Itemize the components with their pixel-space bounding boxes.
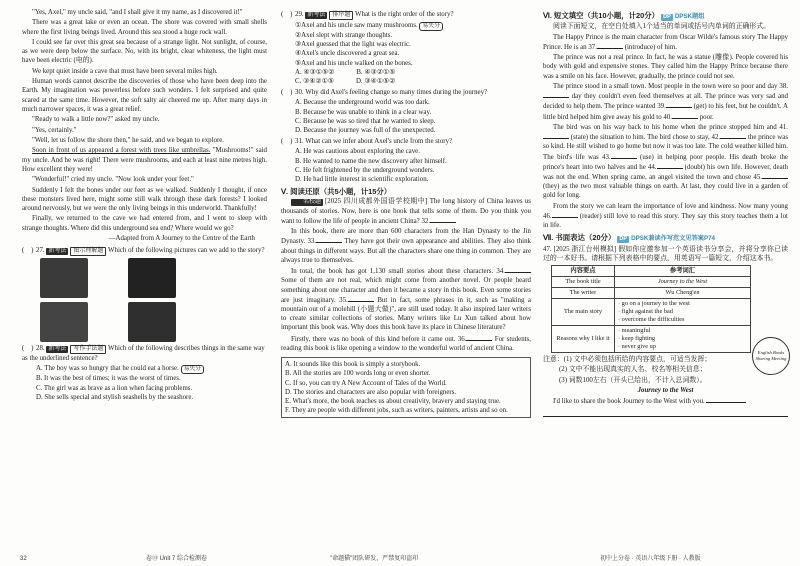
question-31 [281,137,531,146]
stamp-text: English Books Sharing Meeting [755,350,787,362]
table-cell: The main story [552,299,615,326]
option[interactable]: B. He wanted to name the new discovery after himself. [295,157,447,165]
option[interactable]: D. Because the journey was full of the unexpected. [295,127,436,135]
answer-bracket[interactable]: ( ) [22,345,34,353]
paragraph-text: The prince stood in a small town. Most people in the town were so poor and day 38. [553,82,788,90]
question-text: Which of the following pictures can we add to the story? [108,247,265,255]
writing-line[interactable] [706,396,746,403]
blank-number: 32. [421,217,431,225]
answer-blank[interactable] [666,101,692,108]
picture-option-d[interactable] [128,302,176,342]
option[interactable]: D. The stories and characters are also popular with foreigners. [285,388,457,396]
answer-blank[interactable] [672,112,698,119]
table-cell: The writer [552,288,615,299]
answer-blank[interactable] [552,211,578,218]
list-item [295,21,531,31]
paragraph-text: "Mushrooms!" said my uncle. And he was right! There were mushrooms, and each at least nine metres high. How excellent they were! [22,147,267,173]
picture-option-c[interactable] [40,302,88,342]
paragraph: "Yes, certainly." [32,126,77,134]
table-cell [615,299,751,326]
instruction: 阅读下面短文，在空白处填入1个适当的单词或括号内单词的正确形式。 [553,23,771,31]
question-number: 29. [295,11,304,18]
paragraph-text: (reader) still love to read this story. They say this story teaches them a lot in life. [543,213,788,230]
paragraph [281,227,531,265]
option[interactable]: C. If so, you can try A New Account of Tales of the World. [285,379,447,387]
section-title: Ⅵ. 短文填空（共10小题，计20分） [543,11,660,20]
option[interactable]: D. She sells special and stylish seashells by the seashore. [36,393,194,401]
writing-prompt: 47. [2025 浙江台州模拟] 假如你应邀参加一个英语读书分享会，并将分享你已读过的一本好书。请根据下列表格中的要点，用英语写一篇短文，介绍这本书。 [543,245,788,262]
hint: · keep fighting [618,335,656,343]
source-line: —Adapted from A Journey to the Centre of the Earth [108,234,255,242]
paragraph: "Well, let us follow the shore then," he said, and we began to explore. [32,136,225,144]
question-text: Why did Axel's feeling change so many times during the journey? [305,89,488,97]
paragraph-text: day they couldn't even feed themselves at all. The prince was very sad and decided to help them. The prince wanted 39. [543,93,788,111]
paragraph [543,202,788,231]
footer-unit: 卷⑬ Unit 7 综合检测卷 [146,556,208,562]
footer-book: 初中上分卷 · 英语八年级下册 · 人教版 [600,556,701,562]
answer-blank[interactable] [430,216,456,223]
note: 注意：(1) 文中必须包括所给的内容要点，可适当发挥； [543,356,712,364]
paragraph [22,146,267,174]
answer-blank[interactable] [720,132,746,139]
paragraph: There was a great lake or even an ocean. The shore was covered with small shells where the first living beings lived. Around this sea stood a huge rock wall. [22,19,267,36]
blank-number: 33. [307,238,317,246]
paragraph-text: The Happy Prince is the main character from Oscar Wilde's famous story The Happy Prince. He is an 37. [543,33,788,51]
section-title: Ⅶ. 书面表达（20分） [543,233,616,243]
item-text: ①Axel and his uncle saw many mushrooms. [295,22,418,29]
option[interactable] [36,364,267,374]
option[interactable]: F. They are people with different jobs, such as writers, painters, artists and so on. [285,407,508,415]
answer-bracket[interactable]: ( ) [281,11,293,18]
table-row [552,326,751,353]
table-header-row [552,266,751,277]
question-28 [22,344,267,363]
dpsk-label: DPSK题组 [674,13,705,20]
sharing-meeting-stamp [752,337,790,375]
paragraph-text: They have got their own appearance and abilities. They also think about things in different ways. But all the characters share one thing in common. They are always true to themselves. [281,238,531,264]
option[interactable]: A. He was cautious about exploring the cave. [295,148,420,156]
table-cell: Reasons why I like it [552,326,615,353]
answer-blank[interactable] [543,91,569,98]
dpsk-logo: DP [663,14,671,20]
paragraph-text: For students, reading this book is like opening a window to the wonderful world of ancient China. [281,335,531,353]
blank-number: 34. [496,268,505,276]
blank-number: 35. [339,296,348,304]
option[interactable]: B. ④③②①⑤ [356,68,396,76]
picture-option-a[interactable] [40,258,88,298]
note: (3) 词数100左右（开头已给出，不计入总词数）。 [559,376,707,384]
option[interactable]: C. ③④②①⑤ [295,78,334,86]
paragraph: We kept quiet inside a cave that must have been several miles high. [32,67,218,75]
new-method-tag: 新考法 [48,248,67,255]
paragraph: The prince was not a real prince. In fact, he was a statue (雕像). People covered his body with gold and expensive stones. They called him the Happy Prince because there was a smile on his face. However, gradually, the prince could not see. [543,54,788,80]
answer-blank[interactable] [348,295,374,302]
easy-lose-badge: 易失分 [181,365,204,374]
list-item: ⑤Axel and his uncle walked on the bones. [295,59,413,67]
option[interactable]: B. Because he was unable to think in a clear way. [295,108,432,116]
table-row [552,299,751,326]
table-cell: Journey to the West [615,277,751,288]
paragraph: Human words cannot describe the discoveries of those who have been deep into the Earth. My imagination was powerless before such wonders. I felt surprised and quite scared at the same time. However, the soft salty air cheered me up. After many days in much narrower spaces, it was a great relief. [22,78,267,113]
option[interactable]: A. Because the underground world was too dark. [295,99,430,107]
writing-line[interactable] [543,408,788,417]
hint: · never give up [618,343,656,351]
answer-blank[interactable] [597,42,623,49]
footer-notice: "命题猫"团队研发，严禁复印盗印 [330,556,419,562]
column-right [543,8,788,417]
question-type-tag: 图示理解题 [70,247,106,256]
paragraph [543,82,788,122]
question-text: What is the right order of the story? [355,11,454,18]
paragraph-text: (get) to his feet, but he couldn't. A little bird helped him give away his gold to 40. [543,103,788,121]
hint: · fight against the bad [618,308,673,316]
new-method-tag: 新考法 [48,346,67,353]
new-method-tag: 新考法 [307,12,326,18]
picture-options [40,258,267,342]
answer-blank[interactable] [466,334,492,341]
table-cell: The book title [552,277,615,288]
paragraph-text: (use) in helping poor people. His death broke the prince's heart into two halves and he 44. [543,153,788,171]
table-header: 内容要点 [552,266,615,277]
answer-blank[interactable] [762,172,788,179]
question-29 [281,10,531,20]
question-number: 30. [295,89,304,97]
paragraph-text: But in fact, some phrases in it, such as "making a mountain out of a molehill (小题大做)", are still used today. It also inspired later writers to create similar collections of stories. Many writers like Lu Xun talked about how important this book was. Why does this book have its place in Chinese literature? [281,296,531,332]
paragraph: Finally, we returned to the cave we had entered from, and I went to sleep with strange thoughts. Where did this underground sea end? Where would we go? [22,215,267,232]
page-number: 32 [20,556,27,562]
essay-start [543,396,788,406]
paragraph [543,123,788,201]
section-heading [543,233,788,243]
hint: · overcome the difficulties [618,316,685,324]
answer-blank[interactable] [657,162,683,169]
option[interactable]: C. He felt frightened by the underground wonders. [295,166,435,174]
question-text: Which of the following describes things in the same way as the underlined sentence? [22,345,265,363]
paragraph-text: Firstly, there was no book of this kind before it came out. [291,335,456,343]
question-number: 27. [36,247,45,255]
paragraph-text: the prince was so kind. He still wished to go home but now it was too late. The cold weather killed him. The bird's life was 43. [543,134,788,161]
essay-start-text: I'd like to share the book Journey to the West with you. [553,398,705,406]
paragraph-text: (doubt) his own life. However, death was not the end. When spring came, an angel visited the town and chose 45. [543,163,788,181]
question-30 [281,88,531,97]
paragraph-text: [2025 四川成都外国语学校期中] The long history of China leaves us thousands of stories. Now, here is one book that tells some of them. Do you think you want to follow the life of people in ancient China? [281,198,531,225]
option[interactable]: E. What's more, the book teaches us about creativity, bravery and staying true. [285,398,501,406]
option[interactable]: C. The girl was as brave as a lion when facing problems. [36,384,193,392]
hint: · go on a journey to the west [618,300,690,308]
paragraph-text: From the story we can learn the importance of love and kindness. Now many young 46. [543,202,788,220]
question-text: What can we infer about Axel's uncle from the story? [305,138,453,146]
underlined-sentence: Soon in front of us appeared a forest with trees like umbrellas. [32,147,211,155]
question-27 [22,246,267,256]
paragraph-text: poor. [699,113,714,121]
question-type-tag: 排序题 [329,11,353,20]
table-row [552,277,751,288]
paragraph-text: In this book, there are more than 600 characters from the Han Dynasty to the Jin Dynasty. [281,228,531,246]
table-header: 参考词汇 [615,266,751,277]
paragraph: Suddenly I felt the bones under our feet as we walked. Suddenly I thought, if once these monsters lived here, might some still walk through these dark forests? I looked around nervously, but we were the only living beings in this underworld. Thankfully! [22,186,267,212]
paragraph [281,197,531,226]
list-item: ④Axel's uncle discovered a great sea. [295,50,400,58]
option-text: A. The boy was so hungry that he could eat a horse. [36,365,179,373]
table-cell: Wu Cheng'en [615,288,751,299]
paragraph-text: In total, the book has got 1,130 small stories about these characters. [291,268,494,276]
paragraph: "Wonderful!" cried my uncle. "Now look under your feet." [32,176,194,184]
paragraph-text: Some of them are not real, which might come from another novel. Or people heard something about one character and then it became a story in this book. Even some stories are just imaginary. [281,277,531,304]
hint: · meaningful [618,327,651,335]
options-box [281,357,531,418]
paragraph: I could see far over this great sea because of a strange light. Not sunlight, of course, as we were deep below the surface. No, with its bright, clear whiteness, the light must have been electric (电的). [22,38,267,65]
paragraph [543,33,788,52]
question-type-tag: 写作手法题 [70,345,106,354]
paragraph-text: (state) the situation to him. The bird chose to stay, 42. [570,134,721,142]
paragraph [281,334,531,353]
paragraph: "Ready to walk a little now?" asked my uncle. [32,116,160,124]
note: (2) 文中不能出现真实的人名、校名等相关信息； [559,366,707,374]
option-row [295,68,531,77]
reference-table [551,265,751,353]
picture-option-b[interactable] [128,258,176,298]
option[interactable]: A. ④③①⑤② [295,68,335,76]
option-row [295,77,531,86]
answer-blank[interactable] [316,236,342,243]
blank-number: 36. [457,335,467,343]
answer-bracket[interactable]: ( ) [22,247,34,255]
option[interactable]: A. It sounds like this book is simply a storybook. [285,361,421,369]
table-cell [615,326,751,353]
paragraph-text: (they) as the two most valuable things on earth. At last, they could live in a garden of gold for long. [543,183,788,200]
answer-blank[interactable] [611,152,637,159]
list-item: ②Axel slept with strange thoughts. [295,32,393,39]
option[interactable]: D. He had little interest in scientific exploration. [295,176,429,184]
question-number: 28. [36,345,45,353]
column-left [22,8,267,402]
option[interactable]: B. All the stories are 100 words long or even shorter. [285,370,431,378]
option[interactable]: B. It was the best of times; it was the worst of times. [36,375,181,383]
option[interactable]: D. ③④①⑤② [355,78,396,86]
answer-blank[interactable] [543,132,569,139]
section-heading [543,11,788,21]
list-item: ③Axel guessed that the light was electric. [295,41,411,49]
answer-bracket[interactable]: ( ) [281,138,293,146]
famous-school-tag: 名校题 [291,199,323,206]
paragraph [281,266,531,332]
dpsk-logo: DP [619,236,628,243]
paragraph-text: The bird was on his way back to his home when the prince stopped him and 41. [553,123,788,131]
table-row [552,288,751,299]
column-middle [281,8,531,418]
essay-title: Journey to the West [637,387,694,395]
option[interactable]: C. Because he was so tired that he wanted to sleep. [295,117,436,125]
question-number: 31. [295,138,304,146]
dpsk-label: DPSK兼读作写范文见答案P74 [631,235,715,243]
section-heading: Ⅴ. 阅读还原（共5小题，计15分） [281,187,392,197]
paragraph-text: (introduce) of him. [624,43,677,51]
easy-lose-badge: 易失分 [419,22,442,31]
answer-bracket[interactable]: ( ) [281,89,293,97]
answer-blank[interactable] [505,266,531,273]
paragraph: "Yes, Axel," my uncle said, "and I shall give it my name, as I discovered it!" [32,9,243,16]
